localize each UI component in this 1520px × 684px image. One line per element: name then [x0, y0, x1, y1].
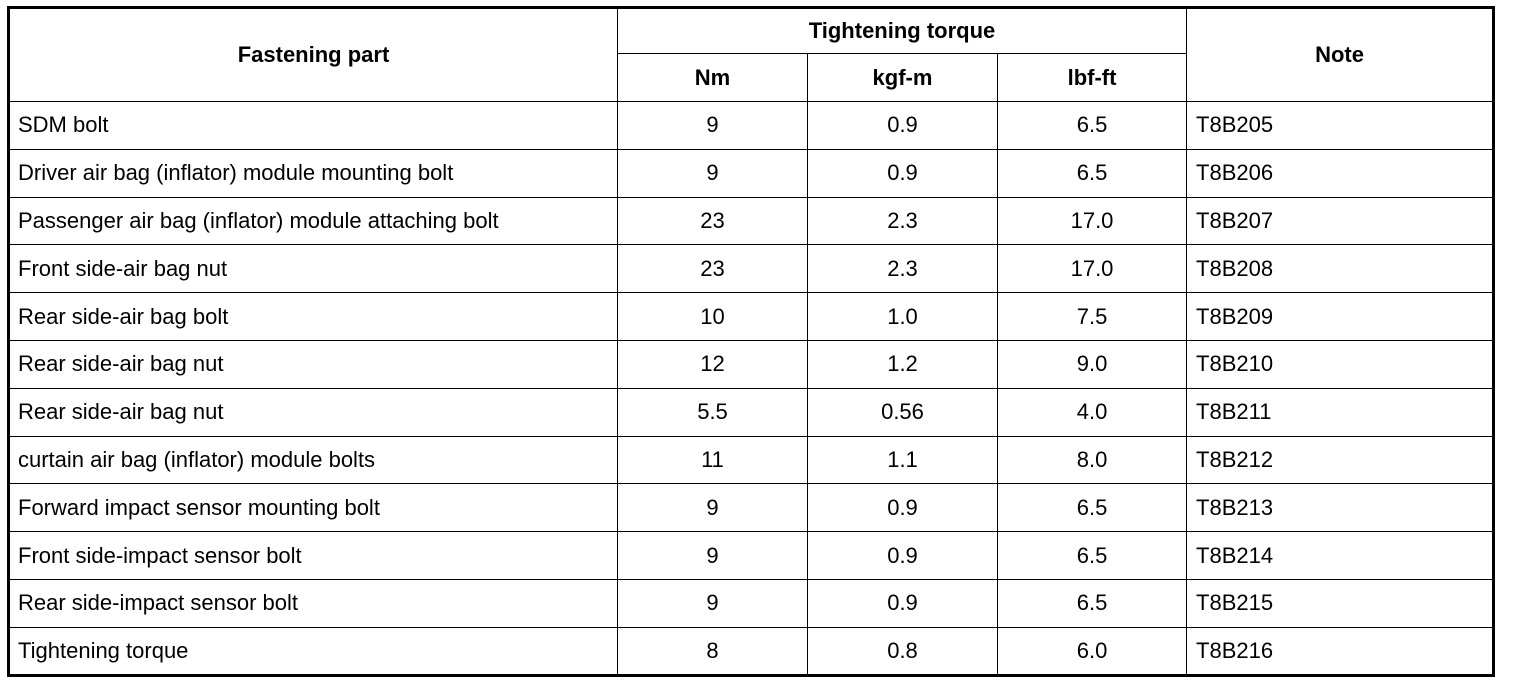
table-row — [9, 245, 1494, 293]
table-row — [9, 293, 1494, 341]
cell-fastening-part: Tightening torque — [9, 627, 618, 675]
cell-lbf-ft: 6.5 — [998, 532, 1187, 580]
cell-lbf-ft: 9.0 — [998, 340, 1187, 388]
cell-nm: 9 — [618, 102, 808, 150]
cell-fastening-part: Forward impact sensor mounting bolt — [9, 484, 618, 532]
cell-lbf-ft: 17.0 — [998, 245, 1187, 293]
cell-note: T8B216 — [1187, 627, 1494, 675]
cell-note: T8B212 — [1187, 436, 1494, 484]
table-row — [9, 340, 1494, 388]
header-unit-nm: Nm — [618, 54, 808, 102]
cell-nm: 5.5 — [618, 388, 808, 436]
table-row — [9, 627, 1494, 675]
cell-kgf-m: 0.8 — [808, 627, 998, 675]
cell-fastening-part: Rear side-air bag bolt — [9, 293, 618, 341]
cell-fastening-part: Front side-impact sensor bolt — [9, 532, 618, 580]
cell-note: T8B214 — [1187, 532, 1494, 580]
cell-kgf-m: 0.9 — [808, 484, 998, 532]
cell-lbf-ft: 6.5 — [998, 484, 1187, 532]
cell-note: T8B206 — [1187, 149, 1494, 197]
cell-kgf-m: 0.9 — [808, 149, 998, 197]
table-row — [9, 388, 1494, 436]
header-unit-lbf-ft: lbf-ft — [998, 54, 1187, 102]
cell-lbf-ft: 17.0 — [998, 197, 1187, 245]
cell-note: T8B210 — [1187, 340, 1494, 388]
cell-fastening-part: Driver air bag (inflator) module mounting bolt — [9, 149, 618, 197]
cell-kgf-m: 1.1 — [808, 436, 998, 484]
header-row-1 — [9, 8, 1494, 54]
cell-nm: 9 — [618, 579, 808, 627]
torque-spec-table — [7, 6, 1495, 677]
cell-nm: 9 — [618, 484, 808, 532]
cell-lbf-ft: 6.5 — [998, 579, 1187, 627]
cell-kgf-m: 0.9 — [808, 579, 998, 627]
cell-kgf-m: 0.56 — [808, 388, 998, 436]
header-unit-kgf-m: kgf-m — [808, 54, 998, 102]
cell-kgf-m: 0.9 — [808, 102, 998, 150]
cell-note: T8B213 — [1187, 484, 1494, 532]
header-fastening-part: Fastening part — [9, 8, 618, 102]
cell-nm: 12 — [618, 340, 808, 388]
cell-nm: 9 — [618, 532, 808, 580]
cell-note: T8B205 — [1187, 102, 1494, 150]
cell-nm: 23 — [618, 245, 808, 293]
cell-lbf-ft: 6.0 — [998, 627, 1187, 675]
cell-fastening-part: Passenger air bag (inflator) module attaching bolt — [9, 197, 618, 245]
table-row — [9, 197, 1494, 245]
table-row — [9, 102, 1494, 150]
table-row — [9, 579, 1494, 627]
cell-fastening-part: curtain air bag (inflator) module bolts — [9, 436, 618, 484]
table-row — [9, 532, 1494, 580]
cell-lbf-ft: 6.5 — [998, 102, 1187, 150]
cell-nm: 9 — [618, 149, 808, 197]
cell-lbf-ft: 7.5 — [998, 293, 1187, 341]
cell-lbf-ft: 8.0 — [998, 436, 1187, 484]
cell-lbf-ft: 6.5 — [998, 149, 1187, 197]
table-row — [9, 436, 1494, 484]
cell-note: T8B208 — [1187, 245, 1494, 293]
cell-nm: 10 — [618, 293, 808, 341]
cell-fastening-part: Rear side-air bag nut — [9, 388, 618, 436]
cell-nm: 23 — [618, 197, 808, 245]
table-row — [9, 484, 1494, 532]
table-row — [9, 149, 1494, 197]
cell-lbf-ft: 4.0 — [998, 388, 1187, 436]
cell-fastening-part: Rear side-air bag nut — [9, 340, 618, 388]
cell-fastening-part: Front side-air bag nut — [9, 245, 618, 293]
cell-nm: 11 — [618, 436, 808, 484]
cell-fastening-part: Rear side-impact sensor bolt — [9, 579, 618, 627]
cell-note: T8B207 — [1187, 197, 1494, 245]
cell-kgf-m: 2.3 — [808, 245, 998, 293]
cell-kgf-m: 1.0 — [808, 293, 998, 341]
cell-kgf-m: 0.9 — [808, 532, 998, 580]
cell-note: T8B211 — [1187, 388, 1494, 436]
cell-kgf-m: 2.3 — [808, 197, 998, 245]
cell-nm: 8 — [618, 627, 808, 675]
cell-kgf-m: 1.2 — [808, 340, 998, 388]
header-note: Note — [1187, 8, 1494, 102]
cell-fastening-part: SDM bolt — [9, 102, 618, 150]
header-tightening-torque: Tightening torque — [618, 8, 1187, 54]
cell-note: T8B215 — [1187, 579, 1494, 627]
cell-note: T8B209 — [1187, 293, 1494, 341]
